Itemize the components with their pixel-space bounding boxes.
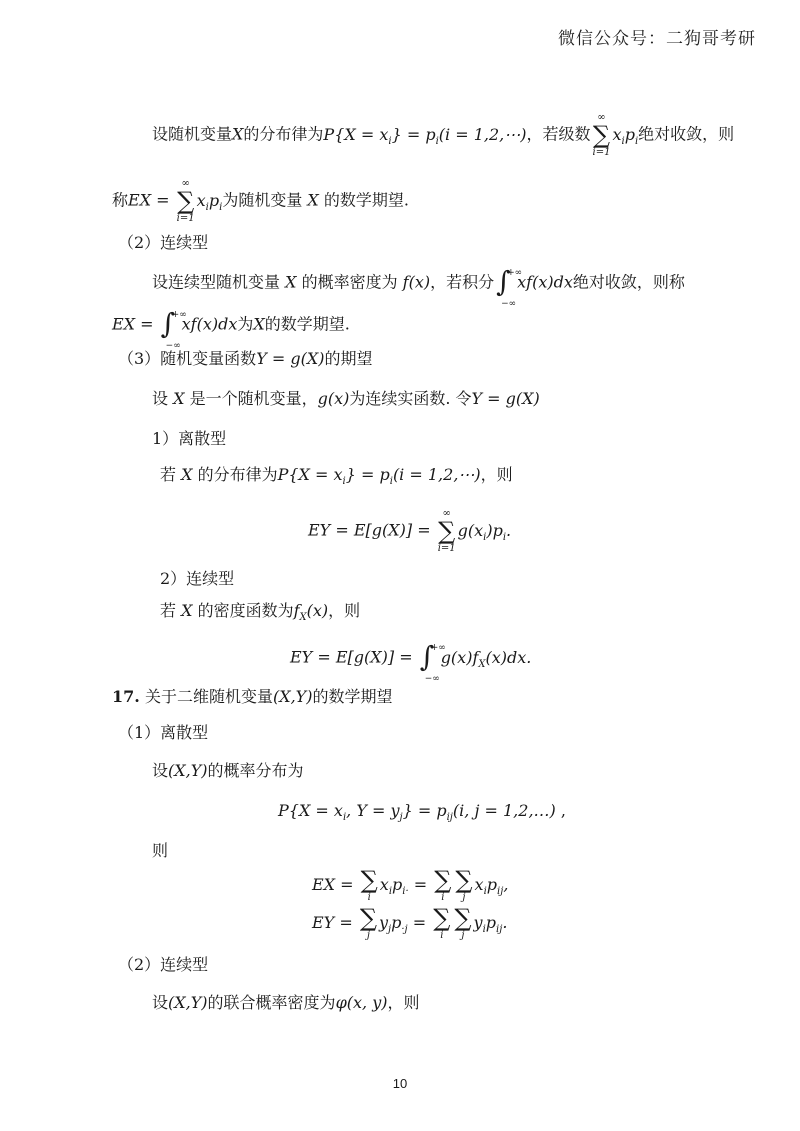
section-number: 17. xyxy=(112,687,140,706)
text: 称 xyxy=(112,190,129,210)
text: 若 xyxy=(160,601,177,620)
formula-var: X xyxy=(302,190,324,210)
function-intro xyxy=(152,388,540,410)
text: 为 xyxy=(237,314,254,334)
text: 若 xyxy=(160,465,177,484)
formula-integrand: xf(x)dx xyxy=(517,272,573,292)
formula-g: g(x) xyxy=(317,389,350,408)
formula-density: $f_X(x)$ xyxy=(293,601,329,623)
discrete-definition-line1 xyxy=(152,112,734,158)
two-d-discrete-header: （1）离散型 xyxy=(118,723,209,742)
formula-term: $x_ip_i$ xyxy=(196,190,223,213)
function-header xyxy=(118,348,372,370)
text: 的期望 xyxy=(324,349,373,368)
formula: (X,Y) xyxy=(168,993,208,1012)
text: 的联合概率密度为 xyxy=(207,993,336,1012)
text: 的数学期望 xyxy=(312,687,393,706)
formula-ex: EX = xyxy=(112,314,159,334)
text: 绝对收敛，则 xyxy=(638,124,735,144)
formula: Y = g(X) xyxy=(256,349,325,368)
text: 设 xyxy=(152,761,169,780)
text: 的数学期望. xyxy=(323,190,409,210)
formula-var: X xyxy=(176,601,198,620)
continuous-definition-line2 xyxy=(112,307,350,351)
integral-operator: ∫ +∞ −∞ xyxy=(496,265,523,309)
page-number: 10 xyxy=(392,1076,408,1091)
text: ，则 xyxy=(387,993,420,1012)
formula-var: X xyxy=(168,389,190,408)
formula-density: f(x) xyxy=(397,272,431,292)
sum-operator: ∞ ∑ i=1 xyxy=(592,112,611,158)
function-discrete-formula: EY = E[g(X)] = ∞ ∑ i=1 $g(x_i)p_i$. xyxy=(308,508,512,554)
text: 绝对收敛，则称 xyxy=(572,272,685,292)
function-discrete-header: 1）离散型 xyxy=(152,429,227,448)
text: 设 xyxy=(152,993,169,1012)
text: ，若积分 xyxy=(430,272,495,292)
continuous-header: （2）连续型 xyxy=(118,233,209,252)
text: ，则 xyxy=(480,465,513,484)
two-d-then: 则 xyxy=(152,841,169,860)
function-discrete-text xyxy=(160,464,513,493)
text: 关于二维随机变量 xyxy=(144,687,273,706)
text: ，则 xyxy=(328,601,361,620)
formula-integrand: xf(x)dx xyxy=(181,314,238,334)
formula-series: $x_ip_i$ xyxy=(612,124,639,147)
formula-ex: EX = xyxy=(128,190,175,210)
text: 的概率分布为 xyxy=(207,761,304,780)
integral-operator: ∫ +∞ −∞ xyxy=(160,307,187,351)
sum-operator: ∞ ∑ i=1 xyxy=(176,178,195,224)
formula-var: X xyxy=(280,272,302,292)
two-d-continuous-header: （2）连续型 xyxy=(118,955,209,974)
text: 为连续实函数. 令 xyxy=(349,389,472,408)
formula-distribution: $P\{X = x_i\} = p_i(i$ = 1,2,⋯) xyxy=(323,124,527,147)
text: 的分布律为 xyxy=(197,465,278,484)
text: （3）随机变量函数 xyxy=(118,349,257,368)
text: 是一个随机变量， xyxy=(189,389,318,408)
text: 为随机变量 xyxy=(222,190,303,210)
text: 的概率密度为 xyxy=(301,272,398,292)
formula-density: φ(x, y) xyxy=(335,993,388,1012)
formula-var: X xyxy=(176,465,198,484)
text: ，若级数 xyxy=(526,124,591,144)
two-d-continuous-intro xyxy=(152,992,420,1014)
two-d-discrete-intro xyxy=(152,760,304,782)
function-continuous-text xyxy=(160,600,360,629)
formula: (X,Y) xyxy=(168,761,208,780)
function-continuous-header: 2）连续型 xyxy=(160,569,235,588)
two-d-ey-formula: EY = ∑ j $y_jp_{\cdot j}$ = ∑ i ∑ j $y_ip_{ij}$. xyxy=(312,904,508,941)
text: 的密度函数为 xyxy=(197,601,294,620)
text: 设随机变量 xyxy=(152,124,233,144)
formula-var: X xyxy=(232,124,244,144)
integral-operator: ∫ +∞ −∞ xyxy=(419,640,446,684)
two-d-distribution-formula: $P\{X = x_i$, $Y = y_j\} = p_{ij}(i$, j = 1,2,…) , xyxy=(278,801,566,823)
text: 设 xyxy=(152,389,169,408)
formula: Y = g(X) xyxy=(471,389,540,408)
text: 设连续型随机变量 xyxy=(152,272,281,292)
function-continuous-formula: EY = E[g(X)] = ∫ +∞ −∞ $g(x)f_X(x)dx$. xyxy=(290,640,532,684)
formula-distribution: $P\{X = x_i\} = p_i(i$ = 1,2,⋯) xyxy=(277,465,481,487)
continuous-definition-line1 xyxy=(152,265,685,309)
text: 的分布律为 xyxy=(243,124,324,144)
formula: (X,Y) xyxy=(272,687,313,706)
formula-var: X xyxy=(253,314,265,334)
watermark: 微信公众号：二狗哥考研 xyxy=(558,29,756,49)
text: 的数学期望. xyxy=(264,314,350,334)
two-d-ex-formula: EX = ∑ i $x_ip_{i\cdot}$ = ∑ i ∑ j $x_ip_{ij}$, xyxy=(312,866,509,903)
section-17-heading xyxy=(112,686,393,708)
discrete-definition-line2 xyxy=(112,178,409,224)
sum-operator: ∞ ∑ i=1 xyxy=(437,508,456,554)
